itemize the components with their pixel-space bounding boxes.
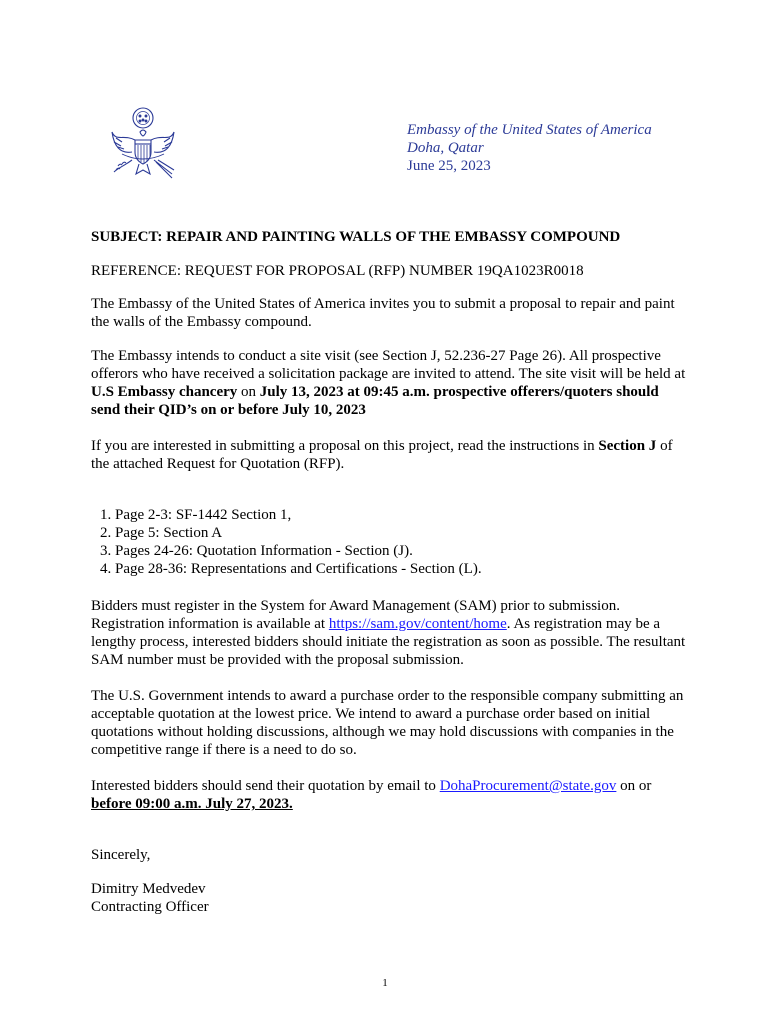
paragraph-sam-registration bbox=[91, 597, 691, 669]
letterhead-embassy-name: Embassy of the United States of America bbox=[407, 122, 652, 138]
reference-line: REFERENCE: REQUEST FOR PROPOSAL (RFP) NUMBER 19QA1023R0018 bbox=[91, 263, 584, 279]
list-item: 4. Page 28-36: Representations and Certifications - Section (L). bbox=[115, 560, 691, 578]
paragraph-instructions bbox=[91, 437, 691, 473]
site-visit-location: U.S Embassy chancery bbox=[91, 384, 238, 400]
submission-deadline: before 09:00 a.m. July 27, 2023. bbox=[91, 796, 293, 812]
closing: Sincerely, bbox=[91, 847, 151, 863]
list-item: 3. Pages 24-26: Quotation Information - Section (J). bbox=[115, 542, 691, 560]
letterhead-location: Doha, Qatar bbox=[407, 140, 484, 156]
document-sections-list bbox=[91, 506, 691, 578]
sam-link[interactable]: https://sam.gov/content/home bbox=[328, 616, 507, 632]
sam-text-2: . As registration may be a lengthy process, interested bidders should initiate the registration as soon as possible. The resultant SAM number must be provided with the proposal submission. bbox=[91, 616, 686, 668]
site-visit-text-1: The Embassy intends to conduct a site visit (see Section J, 52.236-27 Page 26). All prospective offerors who have received a solicitation package are invited to attend. The site visit will be held at bbox=[91, 348, 686, 382]
paragraph-submission bbox=[91, 777, 691, 813]
instructions-section: Section J bbox=[598, 438, 657, 454]
signer-name: Dimitry Medvedev bbox=[91, 881, 206, 897]
site-visit-text-2: on bbox=[237, 384, 260, 400]
instructions-text-1: If you are interested in submitting a proposal on this project, read the instructions in bbox=[91, 438, 599, 454]
site-visit-date: July 13, 2023 at 09:45 a.m. prospective offerers/quoters should send their QID’s on or before July 10, 2023 bbox=[91, 384, 659, 418]
subject-line: SUBJECT: REPAIR AND PAINTING WALLS OF THE EMBASSY COMPOUND bbox=[91, 229, 621, 245]
page-number: 1 bbox=[382, 977, 388, 989]
sam-text-1: Bidders must register in the System for Award Management (SAM) prior to submission. Registration information is available at bbox=[91, 598, 620, 632]
signer-title: Contracting Officer bbox=[91, 899, 209, 915]
paragraph-invitation: The Embassy of the United States of America invites you to submit a proposal to repair and paint the walls of the Embassy compound. bbox=[91, 296, 675, 330]
list-item: 2. Page 5: Section A bbox=[115, 524, 691, 542]
letterhead bbox=[407, 121, 652, 175]
letter-body bbox=[91, 228, 691, 916]
list-item: 1. Page 2-3: SF-1442 Section 1, bbox=[115, 506, 691, 524]
paragraph-award: The U.S. Government intends to award a purchase order to the responsible company submitting an acceptable quotation at the lowest price. We intend to award a purchase order based on initial quotations without holding discussions, although we may hold discussions with companies in the competitive range if there is a need to do so. bbox=[91, 688, 684, 758]
instructions-text-2: of the attached Request for Quotation (RFP). bbox=[91, 438, 673, 472]
submission-text-1: Interested bidders should send their quotation by email to bbox=[91, 778, 440, 794]
paragraph-site-visit bbox=[91, 347, 691, 419]
submission-text-2: on or bbox=[616, 778, 652, 794]
letter-date: June 25, 2023 bbox=[407, 158, 491, 174]
procurement-email-link[interactable]: DohaProcurement@state.gov bbox=[439, 778, 617, 794]
great-seal-emblem bbox=[104, 102, 182, 186]
